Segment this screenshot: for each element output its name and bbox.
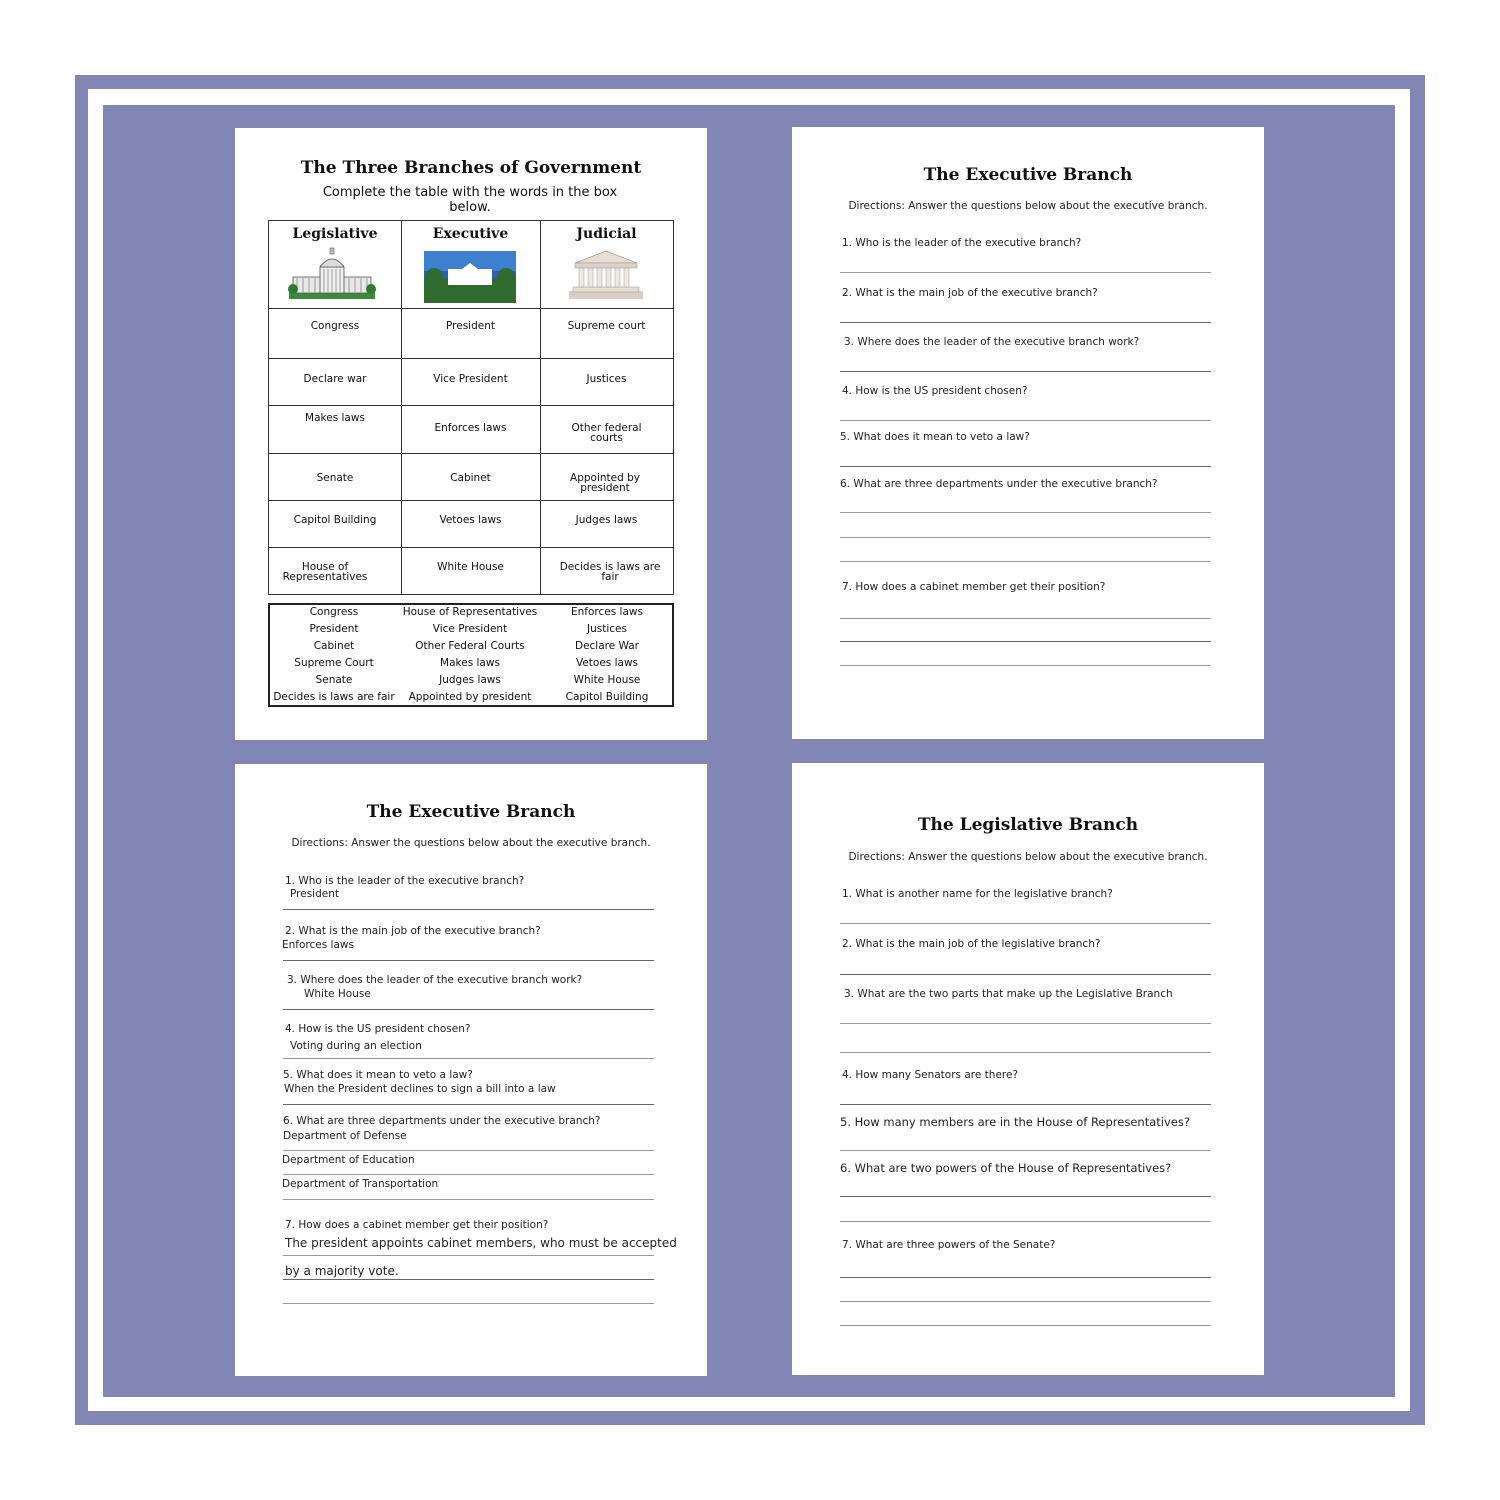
answer-line[interactable] (840, 1104, 1211, 1105)
word-bank-item: Decides is laws are fair (273, 691, 395, 703)
cell-r5-c3: Judges laws (575, 514, 638, 526)
word-bank-item: Judges laws (439, 674, 501, 686)
page-title: The Three Branches of Government (300, 158, 642, 178)
worksheet-executive-answers (235, 764, 707, 1376)
cell-r2-c1: Declare war (303, 373, 367, 385)
question-4: 4. How many Senators are there? (842, 1069, 1019, 1081)
question-2: 2. What is the main job of the executive branch? (285, 925, 541, 937)
answer-4: Voting during an election (290, 1040, 422, 1052)
cell-r5-c2: Vetoes laws (439, 514, 502, 526)
question-7: 7. How does a cabinet member get their position? (285, 1219, 549, 1231)
cell-r3-c2: Enforces laws (434, 422, 507, 434)
question-4: 4. How is the US president chosen? (285, 1023, 471, 1035)
word-bank-item: Capitol Building (565, 691, 649, 703)
question-3: 3. Where does the leader of the executive branch work? (844, 336, 1140, 348)
page-directions: Directions: Answer the questions below about the executive branch. (848, 200, 1208, 212)
answer-5: When the President declines to sign a bill into a law (284, 1083, 556, 1095)
question-5: 5. How many members are in the House of Representatives? (840, 1115, 1190, 1129)
page-directions: Directions: Answer the questions below about the executive branch. (848, 851, 1208, 863)
answer-line[interactable] (840, 1301, 1211, 1302)
cell-r6-c2: White House (437, 561, 504, 573)
answer-line[interactable] (840, 1277, 1211, 1278)
page-subtitle: Complete the table with the words in the box below. (322, 185, 618, 215)
answer-line[interactable] (840, 641, 1211, 642)
answer-line (283, 1009, 654, 1010)
word-bank-item: Vice President (432, 623, 508, 635)
answer-2: Enforces laws (282, 939, 354, 951)
cell-r4-c2: Cabinet (450, 472, 491, 484)
word-bank-item: Vetoes laws (575, 657, 639, 669)
answer-line (283, 1303, 654, 1304)
white-house-icon (424, 251, 516, 303)
word-bank-item: Supreme Court (294, 657, 374, 669)
word-bank-item: Congress (309, 606, 359, 618)
answer-7a: The president appoints cabinet members, who must be accepted (285, 1236, 677, 1250)
header-legislative: Legislative (292, 226, 378, 242)
answer-line[interactable] (840, 322, 1211, 323)
page-title: The Executive Branch (923, 165, 1133, 185)
answer-line (283, 1199, 654, 1200)
answer-line[interactable] (840, 923, 1211, 924)
answer-line[interactable] (840, 1023, 1211, 1024)
answer-line[interactable] (840, 974, 1211, 975)
word-bank-item: White House (573, 674, 641, 686)
cell-r1-c3: Supreme court (567, 320, 646, 332)
answer-line[interactable] (840, 420, 1211, 421)
word-bank-item: House of Representatives (402, 606, 538, 618)
worksheet-executive-blank (792, 127, 1264, 739)
capitol-building-icon (287, 245, 377, 301)
answer-line (283, 1174, 654, 1175)
word-bank-item: Cabinet (313, 640, 355, 652)
page-directions: Directions: Answer the questions below about the executive branch. (291, 837, 651, 849)
worksheet-legislative-blank (792, 763, 1264, 1375)
answer-line[interactable] (840, 1325, 1211, 1326)
cell-r1-c2: President (446, 320, 495, 332)
answer-line (283, 960, 654, 961)
word-bank-item: Other Federal Courts (415, 640, 525, 652)
answer-1: President (290, 888, 339, 900)
answer-line (283, 1104, 654, 1105)
question-2: 2. What is the main job of the legislative branch? (842, 938, 1101, 950)
word-bank-item: Declare War (574, 640, 639, 652)
cell-r2-c2: Vice President (433, 373, 508, 385)
answer-line[interactable] (840, 1150, 1211, 1151)
answer-line (283, 909, 654, 910)
branches-table (268, 220, 674, 595)
question-5: 5. What does it mean to veto a law? (283, 1069, 473, 1081)
question-7: 7. What are three powers of the Senate? (842, 1239, 1056, 1251)
answer-line (283, 1150, 654, 1151)
question-2: 2. What is the main job of the executive branch? (842, 287, 1098, 299)
answer-line[interactable] (840, 466, 1211, 467)
answer-3: White House (304, 988, 371, 1000)
header-executive: Executive (432, 226, 509, 242)
answer-line[interactable] (840, 665, 1211, 666)
question-3: 3. What are the two parts that make up the Legislative Branch (844, 988, 1173, 1000)
cell-r2-c3: Justices (586, 373, 627, 385)
answer-line[interactable] (840, 561, 1211, 562)
cell-r1-c1: Congress (310, 320, 360, 332)
answer-6a: Department of Defense (283, 1130, 407, 1142)
answer-line[interactable] (840, 618, 1211, 619)
header-judicial: Judicial (576, 226, 637, 242)
cell-r5-c1: Capitol Building (293, 514, 377, 526)
question-6: 6. What are three departments under the executive branch? (283, 1115, 601, 1127)
answer-line[interactable] (840, 537, 1211, 538)
answer-line[interactable] (840, 1196, 1211, 1197)
cell-r4-c1: Senate (316, 472, 354, 484)
answer-line[interactable] (840, 272, 1211, 273)
word-bank-item: President (309, 623, 359, 635)
answer-line (283, 1255, 654, 1256)
answer-6b: Department of Education (282, 1154, 415, 1166)
answer-6c: Department of Transportation (282, 1178, 439, 1190)
cell-r3-c1: Makes laws (305, 412, 365, 424)
supreme-court-icon (569, 249, 643, 299)
word-bank-item: Senate (315, 674, 353, 686)
question-6: 6. What are three departments under the executive branch? (840, 478, 1158, 490)
answer-line (283, 1058, 654, 1059)
answer-line[interactable] (840, 1052, 1211, 1053)
question-1: 1. What is another name for the legislative branch? (842, 888, 1113, 900)
cell-r6-c3: Decides is laws are fair (559, 561, 661, 583)
answer-line[interactable] (840, 512, 1211, 513)
question-7: 7. How does a cabinet member get their position? (842, 581, 1106, 593)
question-3: 3. Where does the leader of the executive branch work? (287, 974, 583, 986)
word-bank-item: Justices (587, 623, 627, 635)
cell-r4-c3: Appointed by president (570, 472, 640, 494)
question-1: 1. Who is the leader of the executive branch? (842, 237, 1082, 249)
answer-7b: by a majority vote. (285, 1264, 399, 1278)
question-5: 5. What does it mean to veto a law? (840, 431, 1030, 443)
cell-r3-c3: Other federal courts (571, 422, 642, 444)
page-title: The Executive Branch (366, 802, 576, 822)
question-4: 4. How is the US president chosen? (842, 385, 1028, 397)
answer-line[interactable] (840, 1221, 1211, 1222)
question-6: 6. What are two powers of the House of Representatives? (840, 1161, 1172, 1175)
word-bank-item: Enforces laws (571, 606, 643, 618)
page-title: The Legislative Branch (917, 815, 1139, 835)
worksheet-three-branches (235, 128, 707, 740)
word-bank-item: Appointed by president (408, 691, 532, 703)
word-bank (268, 603, 674, 707)
word-bank-item: Makes laws (440, 657, 500, 669)
answer-line (283, 1279, 654, 1280)
answer-line[interactable] (840, 371, 1211, 372)
cell-r6-c1: House of Representatives (282, 561, 368, 583)
question-1: 1. Who is the leader of the executive branch? (285, 875, 525, 887)
